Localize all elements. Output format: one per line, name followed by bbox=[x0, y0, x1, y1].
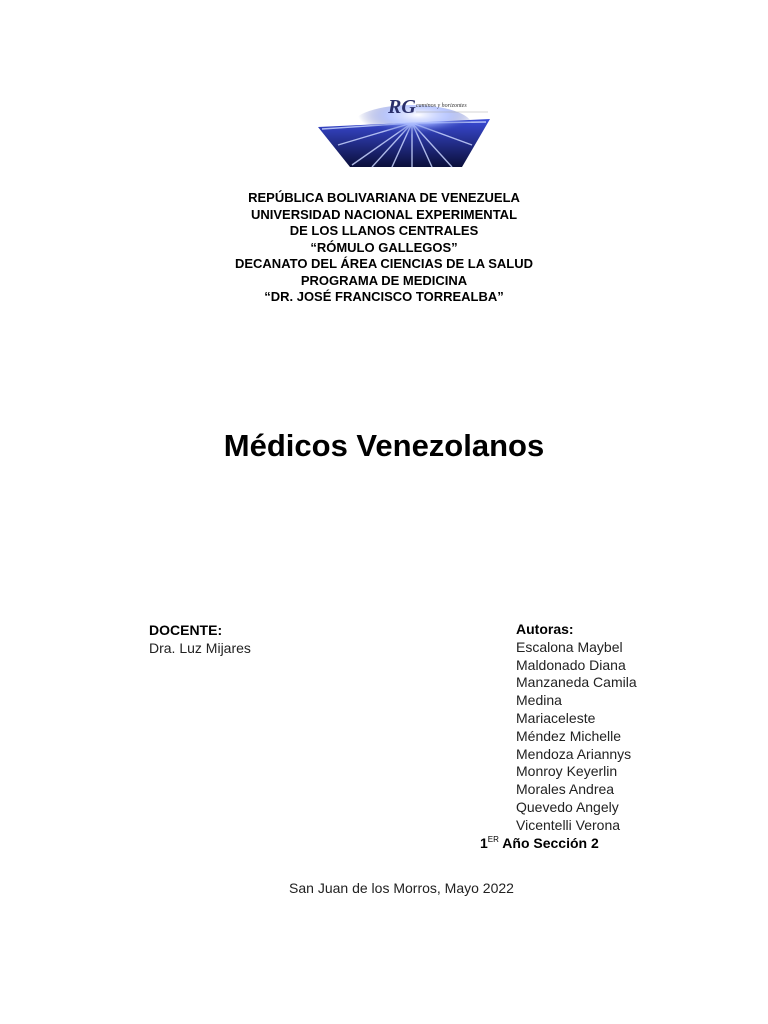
header-line: PROGRAMA DE MEDICINA bbox=[300, 272, 468, 288]
header-line: UNIVERSIDAD NACIONAL EXPERIMENTAL bbox=[250, 206, 518, 222]
university-logo bbox=[308, 95, 498, 175]
docente-block bbox=[149, 621, 251, 657]
author-name: Mariaceleste bbox=[516, 709, 596, 726]
header-line: “DR. JOSÉ FRANCISCO TORREALBA” bbox=[264, 289, 504, 304]
section-text: Año Sección 2 bbox=[502, 835, 599, 851]
author-name: Manzaneda Camila bbox=[516, 674, 637, 691]
header-line: REPÚBLICA BOLIVARIANA DE VENEZUELA bbox=[248, 190, 520, 205]
institution-header bbox=[0, 190, 768, 306]
author-name: Monroy Keyerlin bbox=[516, 763, 618, 780]
logo-tagline: caminos y horizontes bbox=[416, 103, 467, 109]
author-name: Morales Andrea bbox=[516, 781, 615, 798]
svg-text:RG: RG bbox=[388, 96, 416, 118]
author-name: Mendoza Ariannys bbox=[516, 745, 632, 762]
docente-label: DOCENTE: bbox=[149, 622, 223, 638]
author-name: Medina bbox=[516, 692, 562, 709]
autoras-label: Autoras: bbox=[516, 621, 574, 637]
author-name: Maldonado Diana bbox=[516, 656, 626, 673]
header-line: “RÓMULO GALLEGOS” bbox=[310, 239, 458, 255]
author-name: Escalona Maybel bbox=[516, 638, 623, 655]
author-name: Vicentelli Verona bbox=[516, 816, 621, 833]
document-title: Médicos Venezolanos bbox=[223, 428, 545, 463]
author-name: Méndez Michelle bbox=[516, 727, 622, 744]
year-number: 1 bbox=[480, 835, 488, 851]
header-line: DECANATO DEL ÁREA CIENCIAS DE LA SALUD bbox=[234, 256, 534, 271]
header-line: DE LOS LLANOS CENTRALES bbox=[289, 223, 479, 238]
year-ordinal: ER bbox=[487, 835, 499, 844]
place-date: San Juan de los Morros, Mayo 2022 bbox=[289, 880, 514, 896]
author-name: Quevedo Angely bbox=[516, 798, 619, 815]
year-section bbox=[480, 835, 599, 851]
docente-name: Dra. Luz Mijares bbox=[149, 640, 251, 656]
autoras-block bbox=[516, 621, 637, 835]
